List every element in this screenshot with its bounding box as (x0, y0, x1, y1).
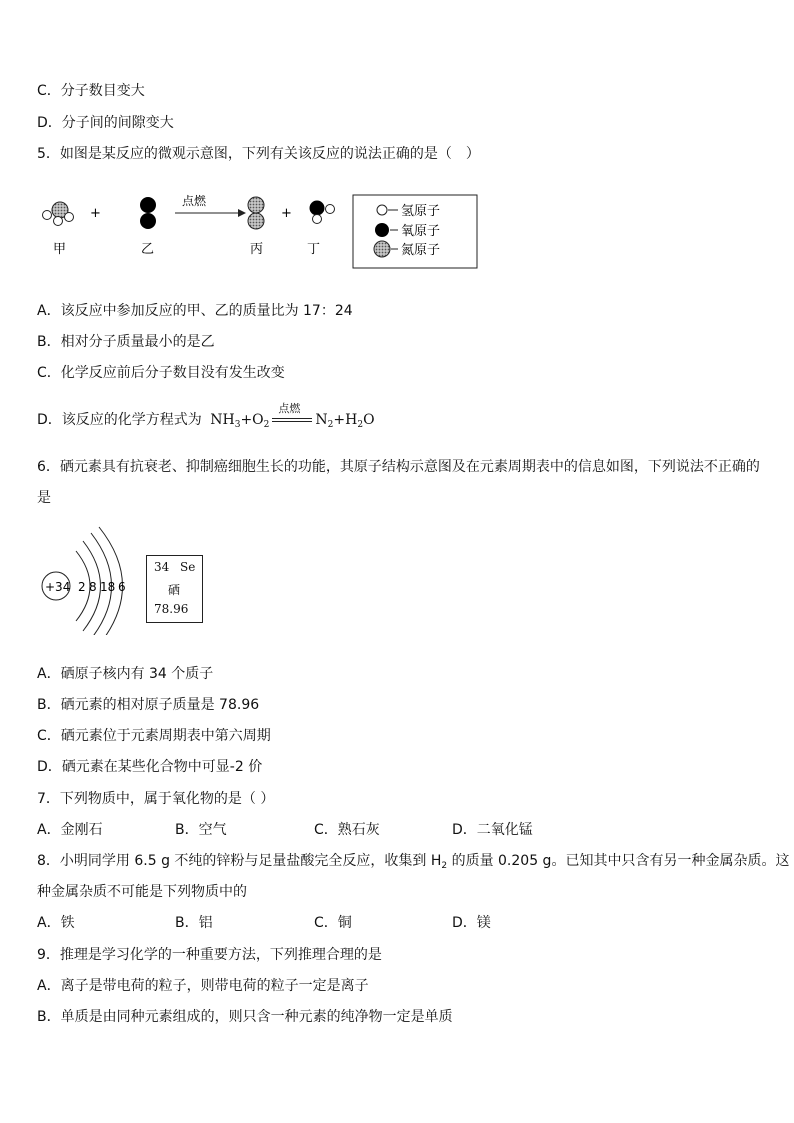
molecule-jia (43, 202, 74, 226)
shell-1-electrons: 2 (78, 580, 86, 594)
legend-box (353, 195, 477, 268)
reaction-arrow (175, 209, 246, 217)
eq-sub-2a: 2 (263, 420, 270, 430)
q5-option-b: B．相对分子质量最小的是乙 (37, 334, 215, 350)
legend-oxygen: 氧原子 (401, 224, 441, 239)
q9-stem: 9．推理是学习化学的一种重要方法，下列推理合理的是 (37, 947, 382, 963)
q8-stem-line1 (37, 851, 789, 876)
q8-stem-sub: 2 (441, 861, 448, 871)
q6-option-a: A．硒原子核内有 34 个质子 (37, 666, 214, 682)
element-symbol: Se (180, 560, 196, 574)
eq-sub-2c: 2 (357, 420, 364, 430)
q6-option-b: B．硒元素的相对原子质量是 78.96 (37, 697, 260, 713)
q6-option-c: C．硒元素位于元素周期表中第六周期 (37, 728, 271, 744)
legend-hydrogen: 氢原子 (401, 204, 441, 219)
element-name: 硒 (168, 583, 181, 597)
q5-option-c: C．化学反应前后分子数目没有发生改变 (37, 365, 285, 381)
q8-stem-part2: 的质量 0.205 g。已知其中只含有另一种金属杂质。这 (447, 853, 790, 869)
label-yi: 乙 (141, 242, 155, 257)
molecule-ding (310, 201, 335, 224)
q7-stem: 7．下列物质中，属于氧化物的是（ ） (37, 791, 275, 807)
q9-option-a: A．离子是带电荷的粒子，则带电荷的粒子一定是离子 (37, 978, 369, 994)
chemical-equation (210, 402, 375, 430)
eq-sub-3: 3 (234, 420, 241, 430)
label-jia: 甲 (53, 242, 67, 257)
q8-option-d: D．镁 (452, 915, 491, 931)
eq-condition-label: 点燃 (278, 402, 301, 415)
q5-option-d-prefix: D．该反应的化学方程式为 (37, 412, 202, 428)
eq-n: N (315, 412, 328, 428)
atomic-number: 34 (154, 560, 170, 574)
q7-option-d: D．二氧化锰 (452, 822, 533, 838)
q5-option-d (37, 402, 375, 435)
molecule-yi (140, 197, 156, 229)
q5-stem: 5．如图是某反应的微观示意图，下列有关该反应的说法正确的是（ ） (37, 146, 480, 162)
q8-option-b: B．铝 (175, 915, 213, 931)
q6-option-d: D．硒元素在某些化合物中可显-2 价 (37, 759, 263, 775)
label-bing: 丙 (250, 242, 264, 257)
q7-option-c: C．熟石灰 (314, 822, 380, 838)
shell-2-electrons: 8 (89, 580, 97, 594)
q4-option-c: C．分子数目变大 (37, 83, 145, 99)
eq-o: O (363, 412, 375, 428)
q8-option-c: C．铜 (314, 915, 352, 931)
plus-sign-2: + (281, 206, 292, 221)
molecule-bing (248, 197, 264, 229)
q5-option-a: A．该反应中参加反应的甲、乙的质量比为 17：24 (37, 303, 353, 319)
q4-option-d: D．分子间的间隙变大 (37, 115, 174, 131)
atomic-mass: 78.96 (154, 602, 189, 616)
eq-plus-o: +O (240, 412, 264, 428)
q6-stem-line1: 6．硒元素具有抗衰老、抑制癌细胞生长的功能，其原子结构示意图及在元素周期表中的信息如图，下列说法不正确的 (37, 459, 760, 475)
eq-plus-h: +H (333, 412, 358, 428)
q8-option-a: A．铁 (37, 915, 75, 931)
shell-4-electrons: 6 (118, 580, 126, 594)
reaction-diagram (36, 188, 486, 274)
q6-stem-line2: 是 (37, 490, 51, 506)
q7-option-b: B．空气 (175, 822, 227, 838)
shell-3-electrons: 18 (100, 580, 116, 594)
q9-option-b: B．单质是由同种元素组成的，则只含一种元素的纯净物一定是单质 (37, 1009, 453, 1025)
periodic-table-cell (146, 555, 203, 623)
arrow-condition-label: 点燃 (182, 194, 207, 208)
nucleus-charge: +34 (45, 580, 71, 594)
eq-condition-arrow (272, 402, 312, 427)
plus-sign-1: + (90, 206, 101, 221)
q8-stem-line2: 种金属杂质不可能是下列物质中的 (37, 884, 247, 900)
q8-stem-part1: 8．小明同学用 6.5 g 不纯的锌粉与足量盐酸完全反应，收集到 H (37, 853, 442, 869)
label-ding: 丁 (307, 242, 321, 257)
q7-option-a: A．金刚石 (37, 822, 103, 838)
eq-sub-2b: 2 (327, 420, 334, 430)
legend-nitrogen: 氮原子 (401, 243, 441, 258)
eq-nh: NH (210, 412, 235, 428)
